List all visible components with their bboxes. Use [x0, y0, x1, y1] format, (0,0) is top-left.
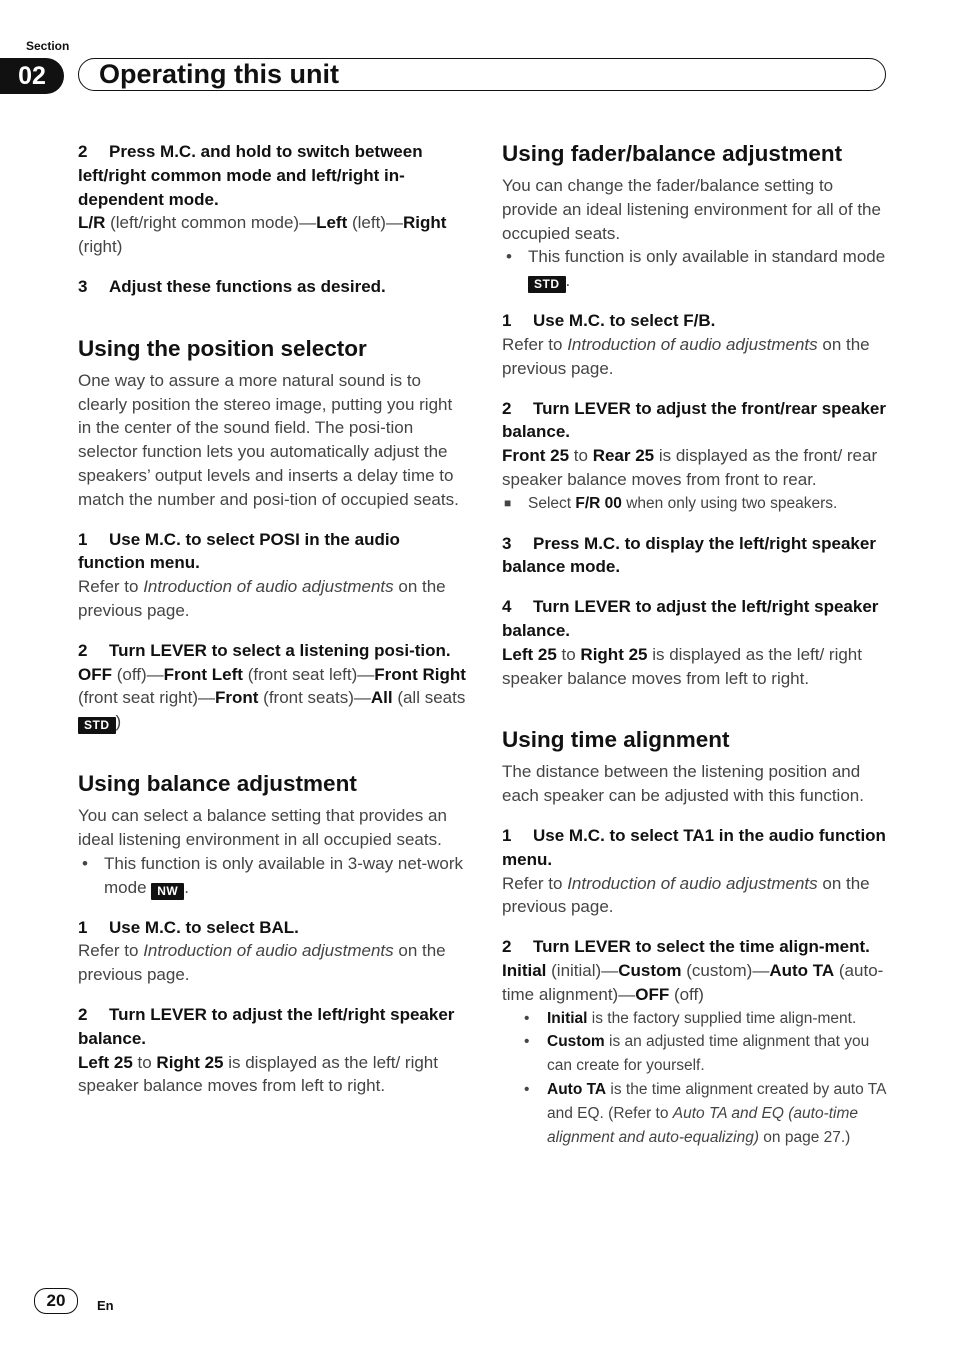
- position-selector-heading: Using the position selector: [78, 335, 367, 361]
- fad-note: ■ Select F/R 00 when only using two speakers.: [504, 494, 838, 512]
- fad-result: Front 25 to Rear 25 is displayed as the front/ rear speaker balance moves from front to rear.: [502, 446, 878, 489]
- ta-bullet-initial: • Initial is the factory supplied time align-ment.: [524, 1009, 857, 1027]
- page-title: Operating this unit: [99, 59, 339, 89]
- right-column: [502, 140, 892, 1149]
- bal-step-2: 2 Turn LEVER to adjust the left/right speaker balance.: [78, 1004, 455, 1048]
- std-mode-badge: STD: [528, 276, 566, 293]
- page-title-box: [78, 58, 886, 91]
- fad-refer: Refer to Introduction of audio adjustments on the previous page.: [502, 334, 870, 378]
- ta-step-1: 1 Use M.C. to select TA1 in the audio function menu.: [502, 825, 886, 869]
- step-adjust: 3 Adjust these functions as desired.: [78, 276, 386, 296]
- fader-body: You can change the fader/balance setting to provide an ideal listening environment for all of the occupied seats.: [502, 176, 881, 243]
- std-mode-badge: STD: [78, 717, 116, 734]
- ta-bullet-auto: • Auto TA is the time alignment created by auto TA and EQ. (Refer to Auto TA and EQ (auto-time alignment and auto-equalizing) on page 27.): [524, 1080, 886, 1146]
- fad-step-2: 2 Turn LEVER to adjust the front/rear speaker balance.: [502, 398, 886, 442]
- pos-refer: Refer to Introduction of audio adjustments on the previous page.: [78, 577, 446, 620]
- ta-refer: Refer to Introduction of audio adjustments on the previous page.: [502, 873, 870, 917]
- ta-step-2: 2 Turn LEVER to select the time align-ment.: [502, 937, 870, 957]
- page-number: 20: [34, 1288, 78, 1314]
- ta-options: Initial (initial)—Custom (custom)—Auto TA (auto-time alignment)—OFF (off): [502, 960, 884, 1004]
- fad-step-4: 4 Turn LEVER to adjust the left/right speaker balance.: [502, 597, 879, 640]
- left-column: [78, 140, 466, 1098]
- step-lr-mode: 2 Press M.C. and hold to switch between left/right common mode and left/right in-dependent mode.: [78, 142, 423, 209]
- balance-bullet: • This function is only available in 3-way net-work mode NW .: [82, 853, 464, 898]
- language-code: En: [97, 1298, 114, 1313]
- bal-refer: Refer to Introduction of audio adjustments on the previous page.: [78, 941, 446, 985]
- time-alignment-body: The distance between the listening position and each speaker can be adjusted with this function.: [502, 762, 864, 806]
- section-label: Section: [26, 39, 70, 53]
- balance-heading: Using balance adjustment: [78, 771, 357, 797]
- fad-step-3: 3 Press M.C. to display the left/right speaker balance mode.: [502, 533, 876, 577]
- lr-options: L/R (left/right common mode)—Left (left)—Right (right): [78, 213, 447, 257]
- section-number-badge: 02: [0, 58, 64, 94]
- nw-mode-badge: NW: [151, 883, 184, 900]
- bal-step-1: 1 Use M.C. to select BAL.: [78, 917, 299, 937]
- bal-result: Left 25 to Right 25 is displayed as the left/ right speaker balance moves from left to right.: [78, 1052, 438, 1096]
- pos-step-1: 1 Use M.C. to select POSI in the audio function menu.: [78, 529, 400, 573]
- fad-step-1: 1 Use M.C. to select F/B.: [502, 311, 716, 331]
- pos-options: OFF (off)—Front Left (front seat left)—Front Right (front seat right)—Front (front seats)—All (all seats STD ): [78, 664, 466, 733]
- fad-result-2: Left 25 to Right 25 is displayed as the left/ right speaker balance moves from left to right.: [502, 644, 862, 688]
- balance-body: You can select a balance setting that provides an ideal listening environment in all occupied seats.: [78, 806, 447, 849]
- position-selector-body: One way to assure a more natural sound is to clearly position the stereo image, putting you right in the center of the sound field. The posi-tion selector function lets you automatically adjust the speakers’ output levels and inserts a delay time to match the number and posi-tion of occupied seats.: [78, 370, 459, 509]
- fader-bullet: • This function is only available in standard mode STD .: [506, 247, 886, 292]
- ta-bullet-custom: • Custom is an adjusted time alignment that you can create for yourself.: [524, 1033, 870, 1075]
- pos-step-2: 2 Turn LEVER to select a listening posi-tion.: [78, 640, 451, 660]
- time-alignment-heading: Using time alignment: [502, 727, 730, 753]
- fader-heading: Using fader/balance adjustment: [502, 141, 843, 166]
